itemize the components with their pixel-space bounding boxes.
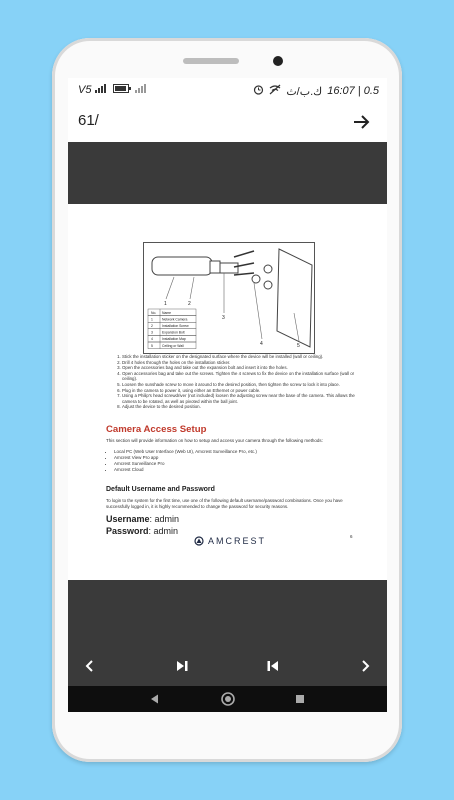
go-forward-button[interactable]	[347, 108, 375, 136]
password-value: : admin	[148, 526, 179, 536]
install-step: 6. Plug in the camera to power it, using either an Ethernet or power cable.	[122, 388, 358, 394]
parts-table-name: Network Camera	[162, 317, 188, 322]
parts-table-number: 5	[151, 343, 153, 348]
skip-to-end-icon	[175, 659, 189, 673]
callout-4: 4	[260, 341, 263, 347]
chevron-left-icon	[83, 659, 97, 673]
install-step: 3. Open the accessories bag and take out the expansion bolt and insert it into the holes.	[122, 365, 358, 371]
parts-table-name: Ceiling or Wall	[162, 343, 184, 348]
default-credentials-description: To login to the system for the first time, use one of the following default username/password combinations. Once you have successfully logged in, it is highly recommended to change the password for security reasons.	[106, 498, 343, 509]
previous-page-button[interactable]	[78, 654, 102, 678]
recents-nav-icon[interactable]	[296, 695, 304, 703]
install-step: 1. Stick the installation sticker on the designated surface where the device will be installed (wall or ceiling).	[122, 354, 358, 360]
document-page-number: 6	[350, 534, 353, 539]
username-label: Username	[106, 514, 150, 524]
parts-table-number: No.	[151, 310, 157, 315]
wifi-off-icon	[269, 84, 281, 98]
install-step: 5. Loosen the sunshade screw to move it around to the desired position, then tighten the screw to lock it into place.	[122, 382, 358, 388]
arrow-right-icon	[347, 108, 375, 136]
parts-table-number: 2	[151, 324, 153, 328]
password-label: Password	[106, 526, 149, 536]
page-counter: 61/	[78, 112, 99, 129]
next-page-button[interactable]	[353, 654, 377, 678]
phone-screen	[68, 78, 387, 712]
phone-speaker	[183, 58, 239, 64]
pdf-page	[68, 204, 387, 580]
section-title: Camera Access Setup	[106, 424, 207, 435]
skip-to-start-icon	[266, 659, 280, 673]
username-value: : admin	[149, 514, 180, 524]
install-step: 4. Open accessories bag and take out the screws. Tighten the 4 screws to fix the device on the installation surface (wall or ceiling).	[122, 371, 358, 382]
battery-icon	[113, 84, 131, 96]
parts-table	[148, 309, 196, 349]
status-bar	[68, 78, 387, 102]
parts-table-name: Expansion Bolt	[162, 330, 185, 335]
parts-table-number: 3	[151, 330, 153, 335]
signal-icon-2	[135, 84, 149, 96]
logo-text: AMCREST	[208, 536, 267, 546]
home-nav-icon-dot	[225, 696, 231, 702]
password-line	[106, 526, 178, 536]
amcrest-logo-icon	[194, 536, 204, 546]
system-nav-bar	[68, 686, 387, 712]
default-credentials-title: Default Username and Password	[106, 486, 215, 493]
install-step: 7. Using a Philip's head screwdriver (not included) loosen the adjusting screw near the base of the camera. This allows the camera to be rotated, as well as pivoted within the ball joint.	[122, 393, 358, 404]
amcrest-logo	[194, 536, 266, 546]
pdf-viewer[interactable]	[68, 142, 387, 686]
clock-text: 16:07 | 0.5	[327, 85, 379, 97]
installation-diagram	[143, 242, 315, 354]
section-description: This section will provide information on how to setup and access your camera through the following methods:	[106, 438, 323, 443]
back-nav-icon[interactable]	[151, 695, 158, 704]
first-page-button[interactable]	[261, 654, 285, 678]
username-line	[106, 514, 179, 524]
parts-table-name: Installation Map	[162, 337, 186, 342]
callout-5: 5	[297, 343, 300, 349]
parts-table-number: 1	[151, 317, 153, 322]
alarm-icon	[253, 84, 264, 98]
access-methods	[106, 449, 356, 473]
parts-table-number: 4	[151, 337, 153, 342]
callout-3: 3	[222, 315, 225, 321]
network-speed-text: ك.ب/ث	[286, 85, 323, 98]
camera-mount-illustration	[144, 243, 314, 353]
parts-table-name: Name	[162, 310, 172, 315]
install-step: 2. Drill 4 holes through the holes on the installation sticker.	[122, 360, 358, 366]
chevron-right-icon	[358, 659, 372, 673]
signal-icon	[95, 84, 109, 96]
app-bar	[68, 102, 387, 142]
parts-table-name: Installation Screw	[162, 324, 189, 328]
access-method-item: • Amcrest Cloud	[114, 467, 356, 473]
install-steps	[108, 354, 358, 410]
access-method-item: • Local PC (Web User Interface (Web UI), Amcrest Surveillance Pro, etc.)	[114, 449, 356, 455]
last-page-button[interactable]	[170, 654, 194, 678]
access-method-item: • Amcrest Surveillance Pro	[114, 461, 356, 467]
callout-1: 1	[164, 301, 167, 307]
pdf-controls	[68, 646, 387, 686]
install-step: 8. Adjust the device to the desired position.	[122, 404, 358, 410]
phone-camera	[273, 56, 283, 66]
carrier-text: V5	[78, 84, 92, 96]
access-method-item: • Amcrest View Pro app	[114, 455, 356, 461]
callout-2: 2	[188, 301, 191, 307]
